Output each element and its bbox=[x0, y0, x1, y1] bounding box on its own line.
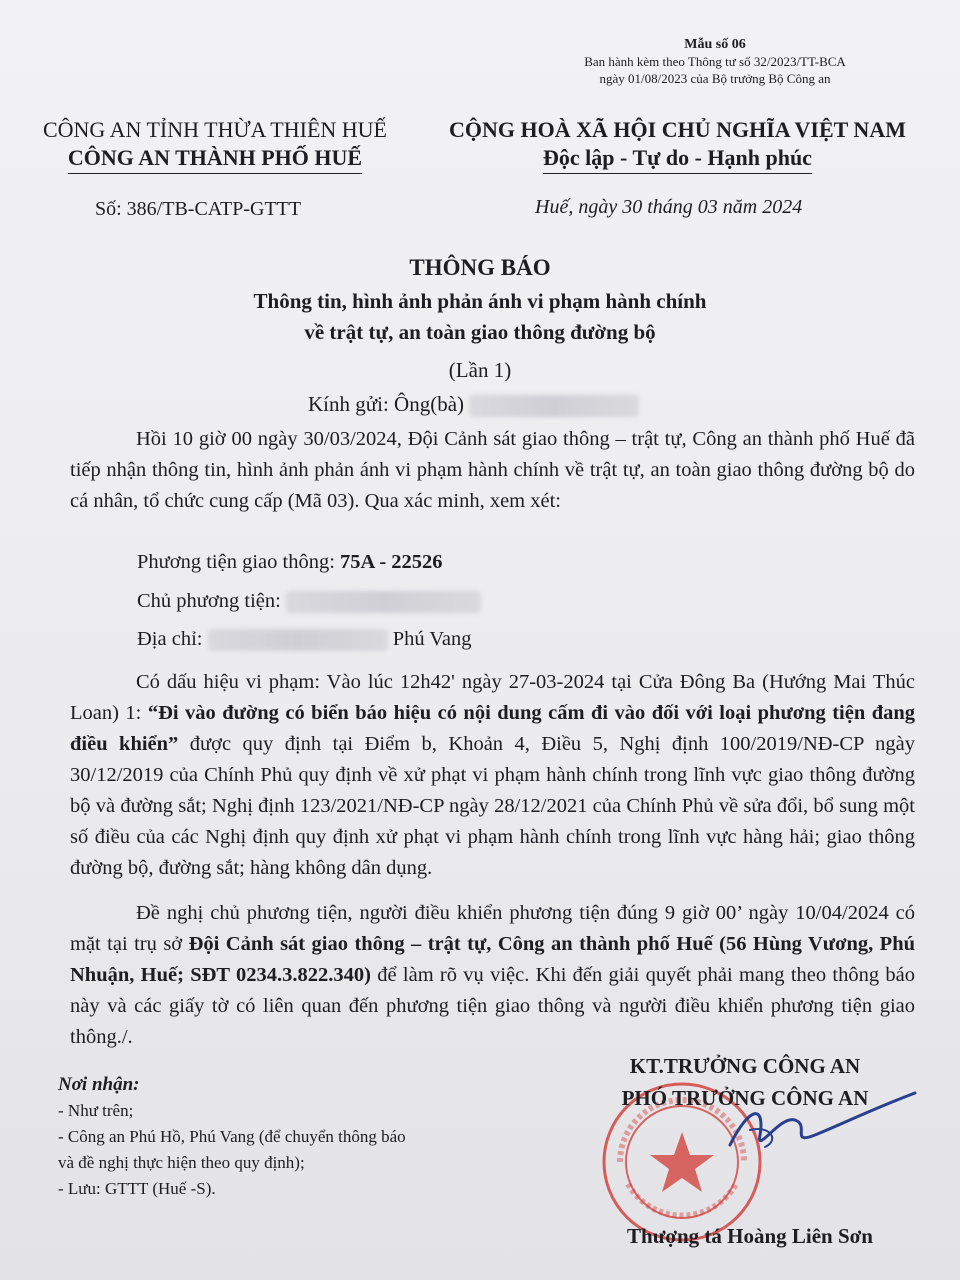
redacted-name bbox=[469, 395, 639, 417]
owner-field bbox=[137, 590, 481, 613]
recipient-item: - Lưu: GTTT (Huế -S). bbox=[58, 1179, 216, 1198]
owner-label: Chủ phương tiện: bbox=[137, 590, 281, 612]
recipient-item: và đề nghị thực hiện theo quy định); bbox=[58, 1153, 305, 1172]
agency-province: CÔNG AN TỈNH THỪA THIÊN HUẾ bbox=[42, 117, 387, 142]
document-date: Huế, ngày 30 tháng 03 năm 2024 bbox=[535, 196, 803, 218]
violation-text-b: được quy định tại Điểm b, Khoản 4, Điều 5, Nghị định 100/2019/NĐ-CP ngày 30/12/2019 của Chính Phủ quy định về xử phạt vi phạm hành chính trong lĩnh vực giao thông đường bộ và đường sắt; Nghị định 123/2021/NĐ-CP ngày 28/12/2021 của Chính Phủ về sửa đổi, bổ sung một số điều của các Nghị định quy định xử phạt vi phạm hành chính trong lĩnh vực hàng hải; giao thông đường bộ, đường sắt; hàng không dân dụng. bbox=[70, 733, 915, 879]
address-field bbox=[137, 628, 472, 651]
paragraph-intro: Hồi 10 giờ 00 ngày 30/03/2024, Đội Cảnh sát giao thông – trật tự, Công an thành phố Huế đã tiếp nhận thông tin, hình ảnh phản ánh vi phạm hành chính về trật tự, an toàn giao thông đường bộ do cá nhân, tổ chức cung cấp (Mã 03). Qua xác minh, xem xét: bbox=[70, 428, 915, 512]
national-header bbox=[425, 116, 930, 174]
national-motto: Độc lập - Tự do - Hạnh phúc bbox=[543, 144, 812, 174]
redacted-address bbox=[208, 629, 388, 651]
address-district: Phú Vang bbox=[392, 628, 472, 650]
recipients-heading: Nơi nhận: bbox=[58, 1074, 140, 1095]
agency-city: CÔNG AN THÀNH PHỐ HUẾ bbox=[68, 144, 362, 174]
document-title: THÔNG BÁO bbox=[409, 255, 551, 280]
office-address: Đội Cảnh sát giao thông – trật tự, Công an thành phố Huế (56 Hùng Vương, Phú Nhuận, Huế; SĐT 0234.3.822.340) bbox=[70, 933, 915, 986]
recipient-item: - Công an Phú Hồ, Phú Vang (để chuyển thông báo bbox=[58, 1127, 406, 1146]
subtitle-line2: về trật tự, an toàn giao thông đường bộ bbox=[304, 320, 656, 344]
document-subtitle bbox=[0, 286, 960, 348]
notice-count: (Lần 1) bbox=[448, 358, 512, 382]
redacted-owner bbox=[286, 591, 481, 613]
recipient-item: - Như trên; bbox=[58, 1101, 134, 1120]
form-note-line2: ngày 01/08/2023 của Bộ trưởng Bộ Công an bbox=[599, 71, 831, 86]
addressee-label: Kính gửi: Ông(bà) bbox=[308, 392, 465, 416]
addressee bbox=[308, 392, 639, 417]
form-note bbox=[550, 36, 880, 87]
paragraph-violation bbox=[70, 667, 915, 884]
signature-title-line2: PHÓ TRƯỞNG CÔNG AN bbox=[621, 1086, 869, 1110]
form-note-line1: Ban hành kèm theo Thông tư số 32/2023/TT-BCA bbox=[584, 54, 846, 69]
paragraph-request bbox=[70, 898, 915, 1053]
recipients-block bbox=[58, 1072, 406, 1202]
document-number: Số: 386/TB-CATP-GTTT bbox=[95, 198, 302, 220]
request-text-a: Đề nghị chủ phương tiện, người điều khiển phương tiện đúng 9 giờ 00’ ngày 10/04/2024 có mặt tại trụ sở bbox=[70, 902, 915, 955]
signature-title bbox=[580, 1050, 910, 1114]
vehicle-field bbox=[137, 551, 443, 574]
signer-name: Thượng tá Hoàng Liên Sơn bbox=[627, 1224, 873, 1248]
violation-text-a: Có dấu hiệu vi phạm: Vào lúc 12h42' ngày 27-03-2024 tại Cửa Đông Ba (Hướng Mai Thúc Loan) 1: bbox=[70, 671, 915, 724]
violation-description: “Đi vào đường có biển báo hiệu có nội dung cấm đi vào đối với loại phương tiện đang điều khiển” bbox=[70, 702, 915, 755]
country-name: CỘNG HOÀ XÃ HỘI CHỦ NGHĨA VIỆT NAM bbox=[449, 117, 906, 142]
address-label: Địa chỉ: bbox=[137, 628, 203, 650]
vehicle-label: Phương tiện giao thông: bbox=[137, 551, 335, 573]
form-number: Mẫu số 06 bbox=[684, 37, 746, 52]
request-text-b: để làm rõ vụ việc. Khi đến giải quyết phải mang theo thông báo này và các giấy tờ có liên quan đến phương tiện giao thông và người điều khiển phương tiện giao thông./. bbox=[70, 964, 915, 1048]
subtitle-line1: Thông tin, hình ảnh phản ánh vi phạm hành chính bbox=[253, 289, 707, 313]
issuing-agency bbox=[30, 116, 400, 174]
signature-title-line1: KT.TRƯỞNG CÔNG AN bbox=[629, 1054, 861, 1078]
vehicle-plate: 75A - 22526 bbox=[340, 551, 443, 573]
